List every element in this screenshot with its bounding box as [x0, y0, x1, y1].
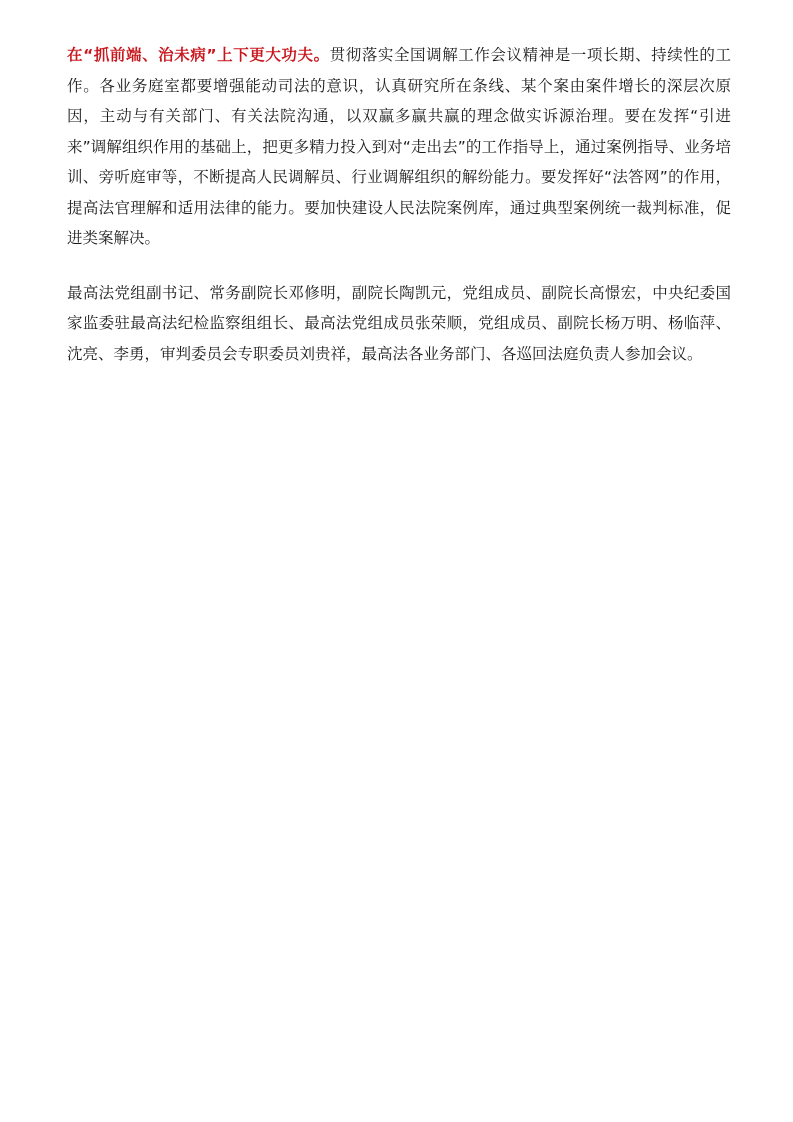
paragraph-text: 贯彻落实全国调解工作会议精神是一项长期、持续性的工作。各业务庭室都要增强能动司法的意识，认真研究所在条线、某个案由案件增长的深层次原因，主动与有关部门、有关法院沟通，以双赢多赢共赢的理念做实诉源治理。要在发挥“引进来”调解组织作用的基础上，把更多精力投入到对“走出去”的工作指导上，通过案例指导、业务培训、旁听庭审等，不断提高人民调解员、行业调解组织的解纷能力。要发挥好“法答网”的作用，提高法官理解和适用法律的能力。要加快建设人民法院案例库，通过典型案例统一裁判标准，促进类案解决。 — [67, 46, 731, 247]
paragraph-text: 最高法党组副书记、常务副院长邓修明，副院长陶凯元，党组成员、副院长高憬宏，中央纪委国家监委驻最高法纪检监察组组长、最高法党组成员张荣顺，党组成员、副院长杨万明、杨临萍、沈亮、李勇，审判委员会专职委员刘贵祥，最高法各业务部门、各巡回法庭负责人参加会议。 — [67, 283, 731, 363]
paragraph-mediation-work — [67, 40, 731, 254]
article-body — [67, 40, 731, 393]
paragraph-lead-heading: 在“抓前端、治未病”上下更大功夫。 — [67, 46, 330, 64]
paragraph-attendees — [67, 278, 731, 370]
